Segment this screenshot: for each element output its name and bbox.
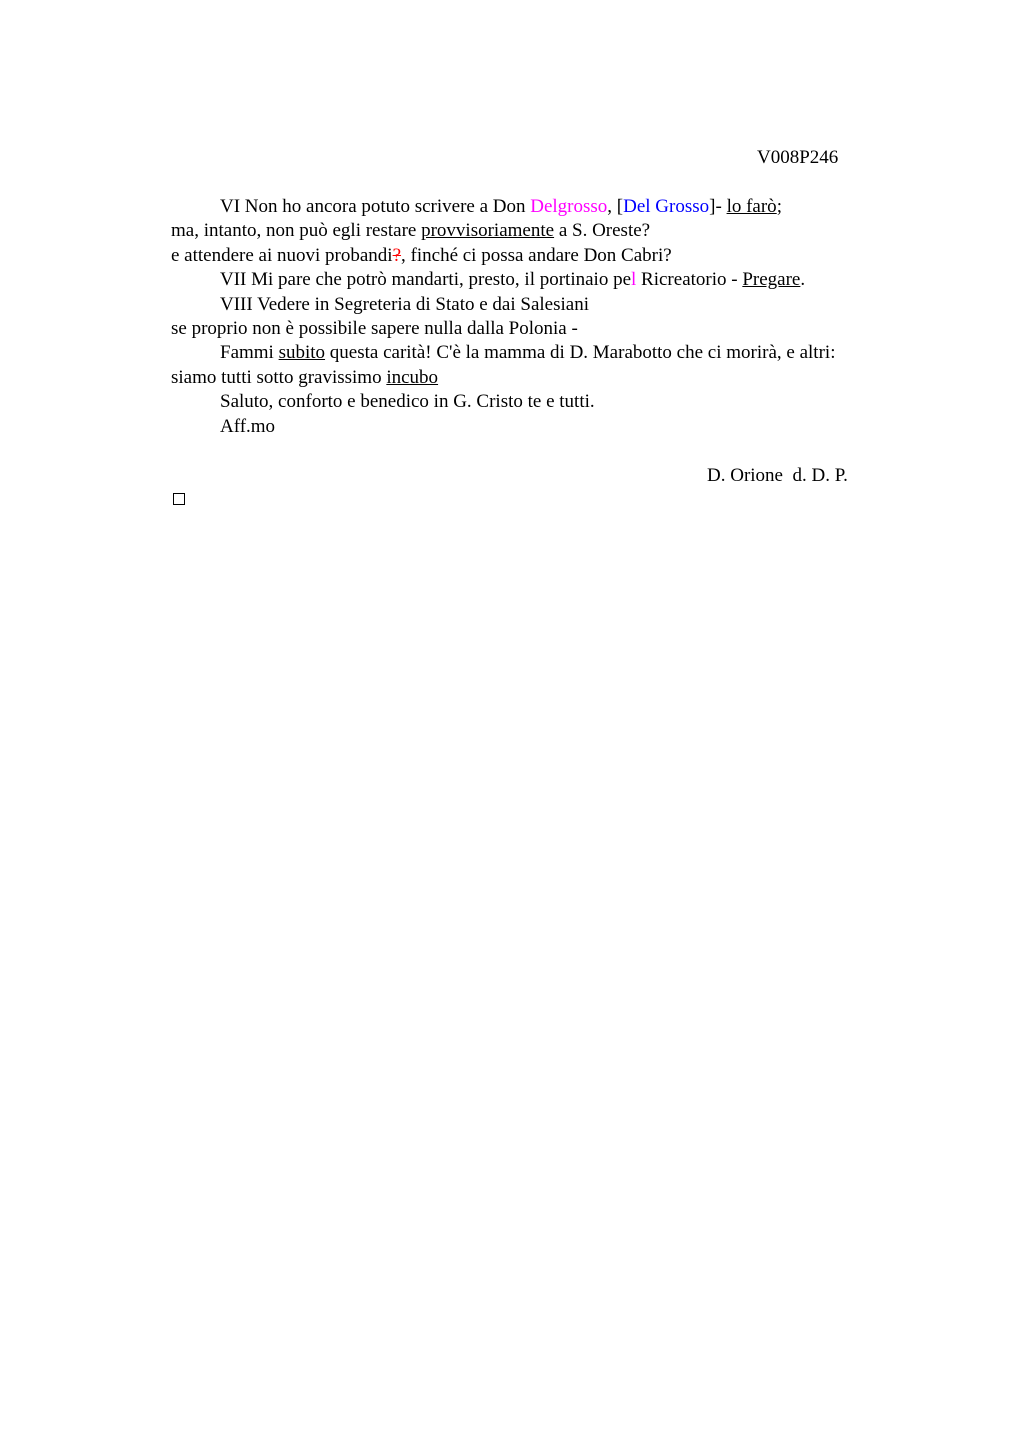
text-run: . [800,269,806,291]
paragraph-vi-line-3 [171,244,911,268]
paragraph-fammi-line-1 [171,341,911,365]
text-run: ; [776,196,782,217]
text-run: , finché ci possa andare Don Cabri? [401,244,672,266]
end-box-icon [173,493,185,505]
name-delgrosso: Delgrosso [530,196,608,217]
closing-greeting: Saluto, conforto e benedico in G. Cristo te e tutti. [220,391,595,413]
inserted-letter-l: l [631,269,637,291]
text-run: siamo tutti sotto gravissimo [171,366,387,388]
letter-body [171,195,911,439]
underlined-subito: subito [278,342,326,364]
closing-affmo: Aff.mo [220,415,276,437]
name-del-grosso-correction: Del Grosso [623,196,710,217]
page-identifier: V008P246 [757,147,839,168]
text-run: VII Mi pare che potrò mandarti, presto, il portinaio pe [220,269,632,291]
paragraph-viii-line-2: se proprio non è possibile sapere nulla dalla Polonia - [171,317,578,339]
text-run: Ricreatorio - [636,269,743,291]
underlined-lo-faro: lo farò [726,196,777,217]
text-run: a S. Oreste? [554,220,651,242]
text-run: e attendere ai nuovi probandi [171,244,393,266]
signature: D. Orione d. D. P. [707,465,848,486]
paragraph-vi-line-1 [171,195,911,219]
text-run: ]- [709,196,727,217]
paragraph-viii-line-1: VIII Vedere in Segreteria di Stato e dai Salesiani [220,293,589,315]
struck-question-mark: ? [392,244,402,266]
paragraph-vi-line-2 [171,219,911,243]
text-run: questa carità! C'è la mamma di D. Marabotto che ci morirà, e altri: [325,342,836,364]
underlined-pregare: Pregare [742,269,801,291]
paragraph-vii [171,268,911,292]
underlined-incubo: incubo [386,366,439,388]
text-run: VI Non ho ancora potuto scrivere a Don [220,196,531,217]
text-run: Fammi [220,342,279,364]
paragraph-fammi-line-2 [171,366,911,390]
underlined-provvisoriamente: provvisoriamente [421,220,555,242]
text-run: , [ [607,196,624,217]
text-run: ma, intanto, non può egli restare [171,220,422,242]
